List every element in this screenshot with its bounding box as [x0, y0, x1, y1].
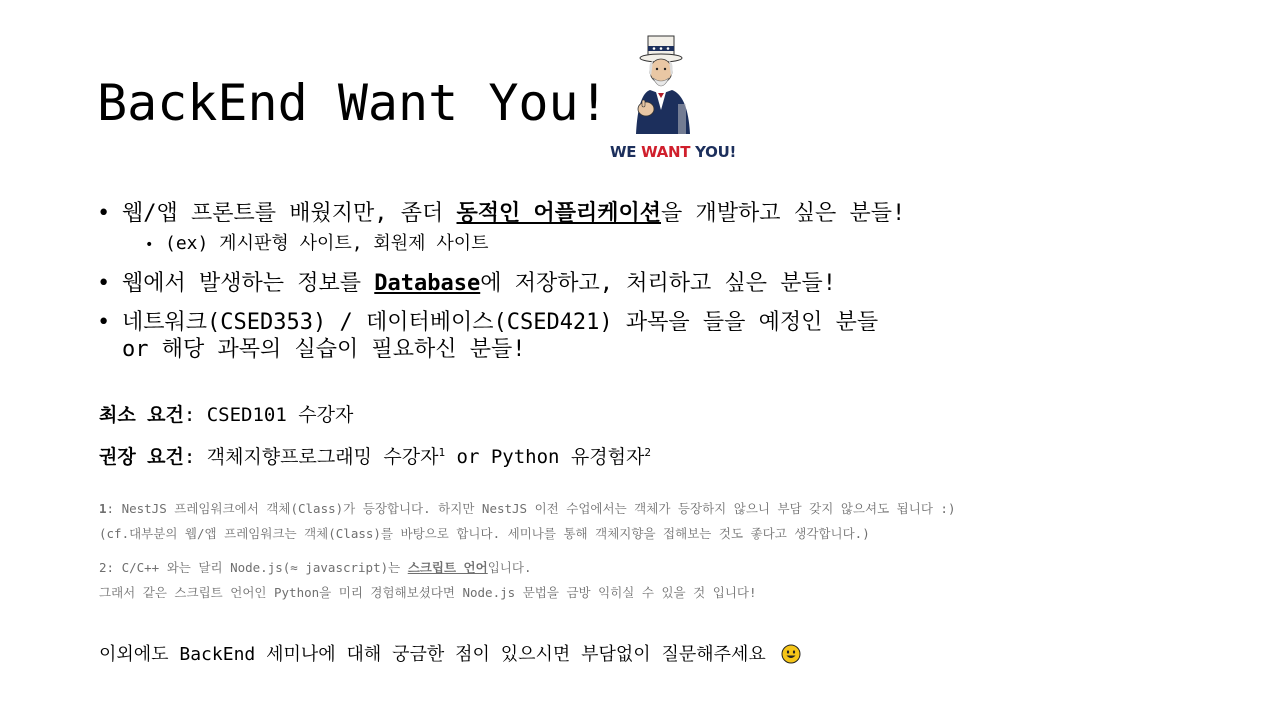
recommended-text-1: : 객체지향프로그래밍 수강자 — [183, 446, 439, 468]
footer-line — [99, 642, 801, 668]
minimum-label: 최소 요건 — [99, 404, 184, 426]
bullet-2-after: 에 저장하고, 처리하고 싶은 분들! — [480, 271, 836, 296]
sub-bullet-dot: • — [145, 237, 154, 253]
bullet-1-after: 을 개발하고 싶은 분들! — [661, 201, 906, 226]
bullet-dot: • — [97, 201, 111, 226]
minimum-requirement — [99, 402, 353, 428]
footnote-ref-1: 1 — [438, 446, 446, 459]
smiley-face-icon — [781, 644, 801, 664]
bullet-3-line1: 네트워크(CSED353) / 데이터베이스(CSED421) 과목을 들을 예정인 분들 — [122, 310, 879, 335]
bullet-2 — [97, 270, 836, 298]
footnote-1-number: 1 — [99, 501, 107, 516]
caption-want: WANT — [641, 143, 691, 161]
footnote-2-after: 입니다. — [487, 560, 532, 575]
footnote-1-line-2: (cf.대부분의 웹/앱 프레임워크는 객체(Class)를 바탕으로 합니다. 세미나를 통해 객체지향을 접해보는 것도 좋다고 생각합니다.) — [99, 526, 870, 541]
bullet-1-before: 웹/앱 프론트를 배웠지만, 좀더 — [122, 201, 457, 226]
footnote-ref-2: 2 — [644, 446, 651, 459]
poster-caption — [598, 143, 748, 161]
bullet-3-line2: or 해당 과목의 실습이 필요하신 분들! — [122, 337, 526, 362]
bullet-2-before: 웹에서 발생하는 정보를 — [122, 271, 375, 296]
bullet-1 — [97, 200, 905, 228]
footnote-1-text: : NestJS 프레임워크에서 객체(Class)가 등장합니다. 하지만 NestJS 이전 수업에서는 객체가 등장하지 않으니 부담 갖지 않으셔도 됩니다 :) — [106, 501, 956, 516]
slide-title: BackEnd Want You! — [97, 74, 609, 132]
footer-text: 이외에도 BackEnd 세미나에 대해 궁금한 점이 있으시면 부담없이 질문해주세요 — [99, 644, 766, 665]
recommended-label: 권장 요건 — [99, 446, 184, 468]
caption-we: WE — [609, 143, 637, 161]
bullet-1-emphasis: 동적인 어플리케이션 — [456, 201, 662, 226]
footnote-2-emphasis: 스크립트 언어 — [407, 560, 488, 575]
footnote-1-line-1 — [99, 500, 955, 518]
footnote-2-line-2: 그래서 같은 스크립트 언어인 Python을 미리 경험해보셨다면 Node.js 문법을 금방 익히실 수 있을 것 입니다! — [99, 585, 757, 600]
bullet-dot: • — [97, 271, 111, 296]
minimum-text: : CSED101 수강자 — [183, 404, 354, 426]
footnote-2-line-1 — [99, 559, 531, 577]
uncle-sam-illustration — [598, 34, 748, 144]
bullet-dot: • — [97, 310, 111, 335]
recommended-text-2: or Python 유경험자 — [445, 446, 645, 468]
caption-you: YOU! — [695, 143, 737, 161]
footnote-2-before: 2: C/C++ 와는 달리 Node.js(≈ javascript)는 — [99, 560, 408, 575]
sub-bullet-1 — [145, 232, 489, 257]
bullet-2-emphasis: Database — [374, 271, 481, 296]
recommended-requirement — [99, 440, 651, 470]
bullet-3 — [97, 309, 878, 337]
sub-bullet-text: (ex) 게시판형 사이트, 회원제 사이트 — [165, 233, 489, 254]
